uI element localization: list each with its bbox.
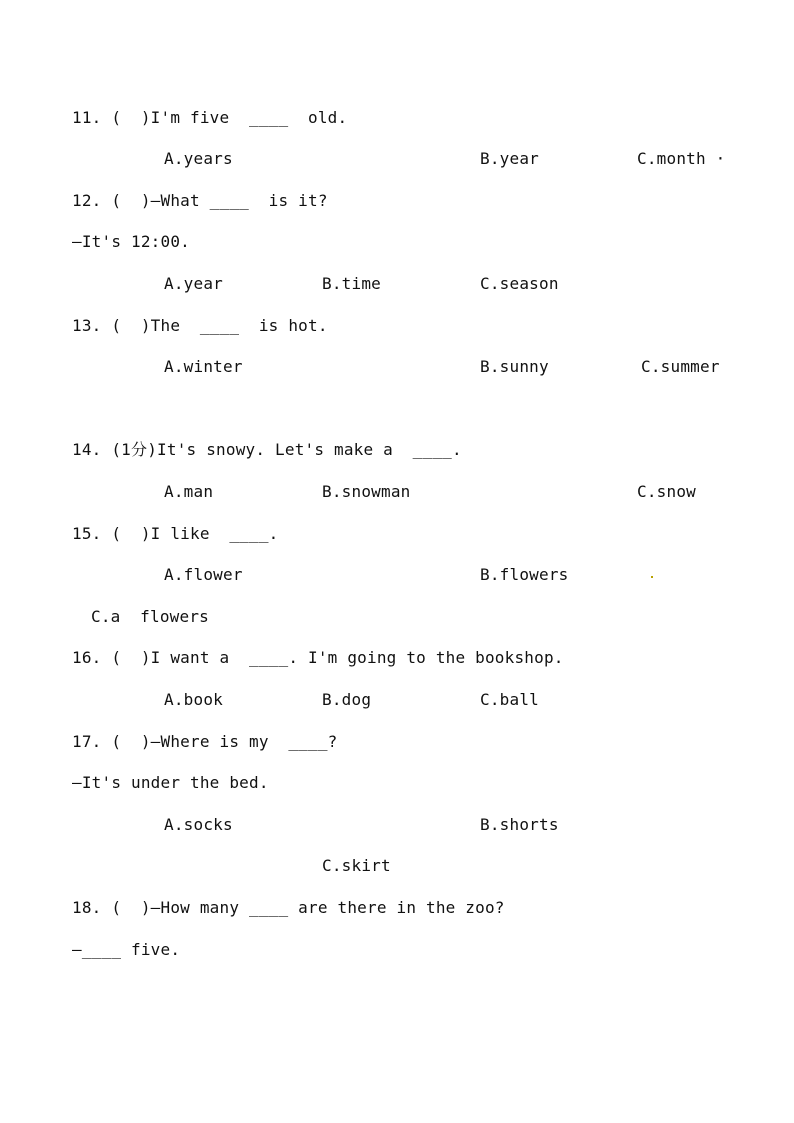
q15-option-b: B.flowers: [480, 565, 569, 584]
q12-option-b: B.time: [322, 274, 381, 293]
q16-option-c: C.ball: [480, 690, 539, 709]
q18-answer-line: —____ five.: [72, 940, 181, 959]
q11-option-c: C.month ·: [637, 149, 726, 168]
q12-option-c: C.season: [480, 274, 559, 293]
q12-answer-line: —It's 12:00.: [72, 232, 190, 251]
question-14: 14. (1分)It's snowy. Let's make a ____.: [72, 440, 462, 459]
stray-mark: [651, 576, 653, 578]
q14-option-a: A.man: [164, 482, 214, 501]
q17-answer-line: —It's under the bed.: [72, 773, 269, 792]
question-11: 11. ( )I'm five ____ old.: [72, 108, 348, 127]
q16-option-a: A.book: [164, 690, 223, 709]
question-12: 12. ( )—What ____ is it?: [72, 191, 328, 210]
q17-option-b: B.shorts: [480, 815, 559, 834]
question-13: 13. ( )The ____ is hot.: [72, 316, 328, 335]
question-16: 16. ( )I want a ____. I'm going to the bookshop.: [72, 648, 564, 667]
q17-option-c: C.skirt: [322, 856, 391, 875]
q13-option-b: B.sunny: [480, 357, 549, 376]
q11-option-a: A.years: [164, 149, 233, 168]
q15-option-c: C.a flowers: [91, 607, 209, 626]
q14-option-b: B.snowman: [322, 482, 411, 501]
q15-option-a: A.flower: [164, 565, 243, 584]
q11-option-b: B.year: [480, 149, 539, 168]
question-18: 18. ( )—How many ____ are there in the zoo?: [72, 898, 505, 917]
q14-option-c: C.snow: [637, 482, 696, 501]
q13-option-c: C.summer: [641, 357, 720, 376]
question-17: 17. ( )—Where is my ____?: [72, 732, 338, 751]
question-15: 15. ( )I like ____.: [72, 524, 279, 543]
q16-option-b: B.dog: [322, 690, 372, 709]
q13-option-a: A.winter: [164, 357, 243, 376]
q17-option-a: A.socks: [164, 815, 233, 834]
q12-option-a: A.year: [164, 274, 223, 293]
